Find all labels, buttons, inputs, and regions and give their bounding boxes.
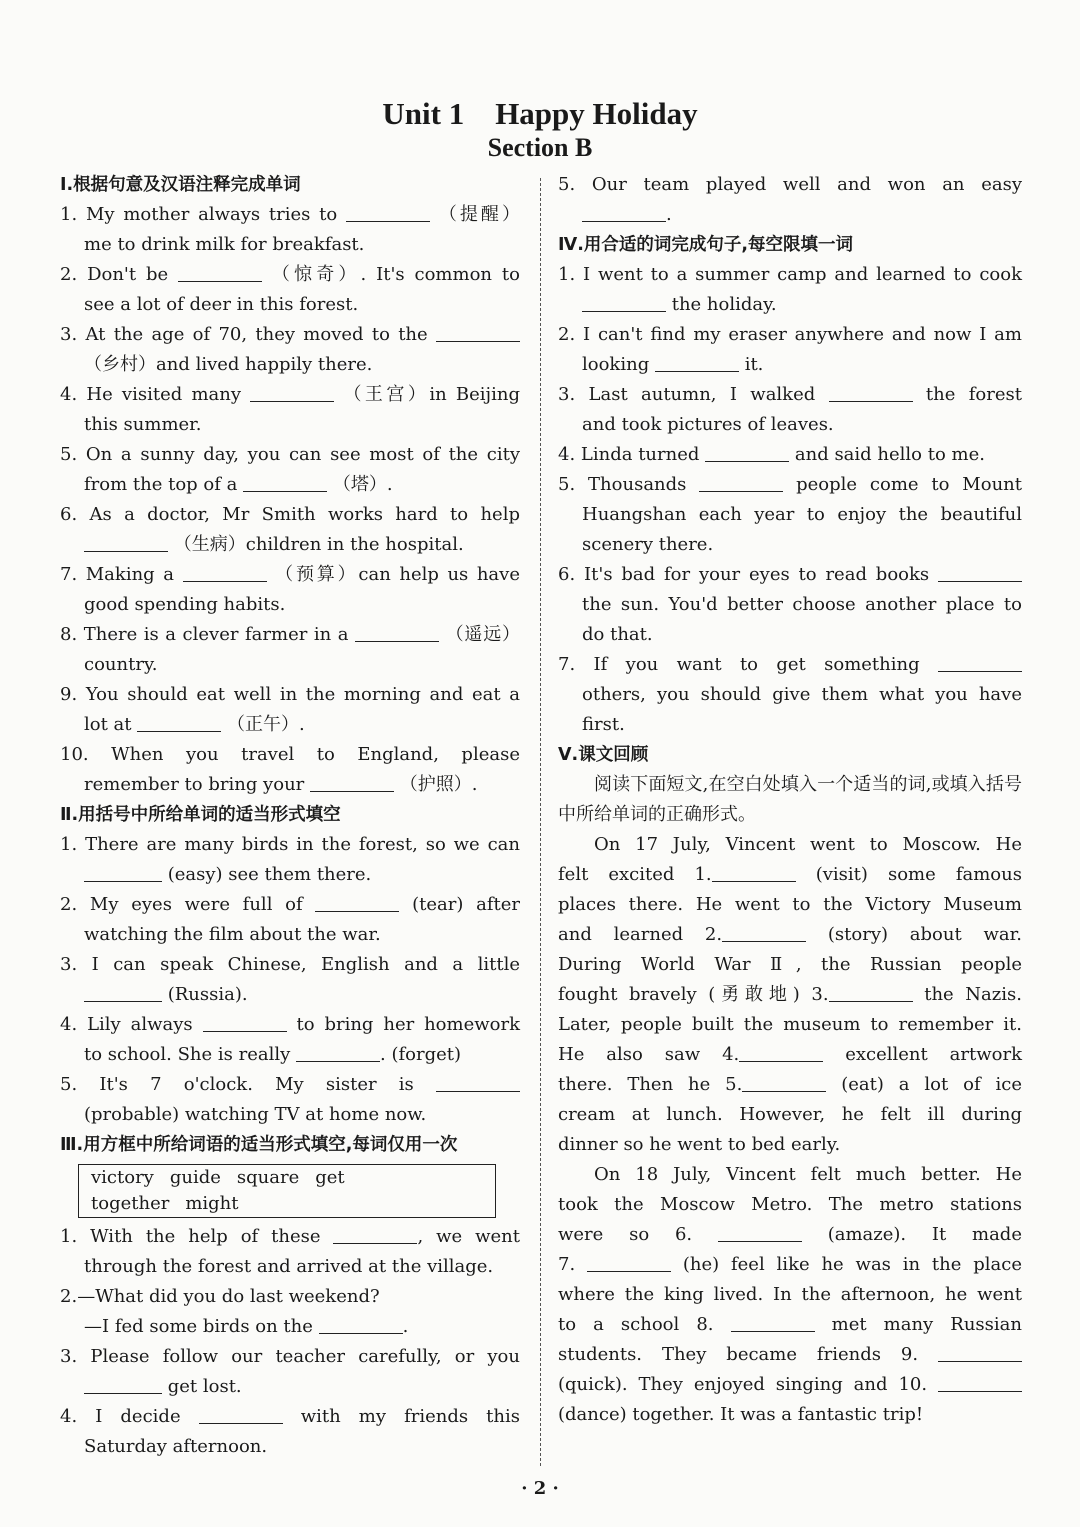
answer-blank[interactable] (655, 353, 739, 372)
answer-blank[interactable] (333, 1225, 417, 1244)
answer-blank[interactable] (436, 323, 520, 342)
exercise-item: 4. Linda turned and said hello to me. (558, 444, 985, 465)
section-1-heading: Ⅰ.根据句意及汉语注释完成单词 (60, 175, 301, 195)
exercise-item: 3. At the age of 70, they moved to the （乡村）and lived happily there. (60, 320, 520, 380)
answer-blank[interactable] (731, 1313, 815, 1332)
answer-blank[interactable] (582, 203, 666, 222)
exercise-item: 1. There are many birds in the forest, so we can (easy) see them there. (60, 834, 520, 885)
exercise-item: 3. Please follow our teacher carefully, or you get lost. (60, 1346, 520, 1397)
answer-blank[interactable] (203, 1013, 287, 1032)
answer-blank[interactable] (137, 713, 221, 732)
answer-blank[interactable] (84, 983, 162, 1002)
answer-blank[interactable] (722, 923, 806, 942)
exercise-item: 4. I decide with my friends this Saturday afternoon. (60, 1406, 520, 1457)
exercise-item: 5. Thousands people come to Mount Huangshan each year to enjoy the beautiful scenery there. (558, 474, 1022, 555)
answer-blank[interactable] (587, 1253, 671, 1272)
word-box-item: get together (91, 1167, 345, 1214)
answer-blank[interactable] (355, 623, 439, 642)
section-4-heading: Ⅳ.用合适的词完成句子,每空限填一词 (558, 235, 854, 255)
exercise-item: 2. I can't find my eraser anywhere and now I am looking it. (558, 324, 1022, 375)
word-box-item: square (236, 1167, 300, 1188)
answer-blank[interactable] (829, 383, 913, 402)
answer-blank[interactable] (742, 1073, 826, 1092)
exercise-item: 4. He visited many （王宫）in Beijing this summer. (60, 384, 520, 435)
answer-blank[interactable] (84, 863, 162, 882)
exercise-item: 1. My mother always tries to （提醒） me to drink milk for breakfast. (60, 204, 520, 255)
page-title: Unit 1 Happy Holiday (382, 96, 698, 131)
column-divider (540, 178, 541, 1466)
exercise-item: 10. When you travel to England, please remember to bring your （护照）. (60, 744, 520, 795)
answer-blank[interactable] (178, 263, 262, 282)
exercise-item: 2.—What did you do last weekend? —I fed some birds on the . (60, 1286, 409, 1337)
exercise-item: 7. If you want to get something others, you should give them what you have first. (558, 654, 1022, 735)
section-5-heading: Ⅴ.课文回顾 (558, 745, 649, 765)
answer-blank[interactable] (84, 533, 168, 552)
answer-blank[interactable] (319, 1315, 403, 1334)
answer-blank[interactable] (739, 1043, 823, 1062)
instruction-text: 阅读下面短文,在空白处填入一个适当的词,或填入括号中所给单词的正确形式。 (558, 774, 1022, 825)
section-subtitle: Section B (487, 133, 593, 162)
answer-blank[interactable] (582, 293, 666, 312)
answer-blank[interactable] (705, 443, 789, 462)
answer-blank[interactable] (938, 1373, 1022, 1392)
passage-paragraph-2: On 18 July, Vincent felt much better. He took the Moscow Metro. The metro stations were so 6. (amaze). It made 7. (he) feel like he was in the place where the king lived. In the afternoon, he went to a school 8. met many Russian students. They became friends 9. (quick). They enjoyed singing and 10. (dance) together. It was a fantastic trip! (558, 1164, 1022, 1425)
word-box-item: guide (169, 1167, 221, 1188)
exercise-item: 2. Don't be （惊奇）. It's common to see a lot of deer in this forest. (60, 264, 520, 315)
exercise-item: 3. I can speak Chinese, English and a little (Russia). (60, 954, 520, 1005)
exercise-item: 5. It's 7 o'clock. My sister is (probable) watching TV at home now. (60, 1070, 520, 1130)
answer-blank[interactable] (718, 1223, 802, 1242)
answer-blank[interactable] (938, 653, 1022, 672)
page-number: · 2 · (521, 1478, 559, 1499)
exercise-item: 8. There is a clever farmer in a （遥远） country. (60, 624, 521, 675)
exercise-item: 3. Last autumn, I walked the forest and took pictures of leaves. (558, 384, 1022, 435)
answer-blank[interactable] (243, 473, 327, 492)
section-3-heading: Ⅲ.用方框中所给词语的适当形式填空,每词仅用一次 (60, 1135, 458, 1155)
exercise-item: 4. Lily always to bring her homework to school. She is really . (forget) (60, 1014, 520, 1065)
exercise-item: 9. You should eat well in the morning and eat a lot at （正午）. (60, 684, 520, 735)
exercise-item: 5. Our team played well and won an easy . (558, 174, 1022, 225)
answer-blank[interactable] (310, 773, 394, 792)
answer-blank[interactable] (183, 563, 267, 582)
answer-blank[interactable] (199, 1405, 283, 1424)
exercise-item: 2. My eyes were full of (tear) after watching the film about the war. (60, 894, 520, 945)
passage-paragraph-1: On 17 July, Vincent went to Moscow. He felt excited 1. (visit) some famous places there. He went to the Victory Museum and learned 2. (story) about war. During World War Ⅱ, the Russian people fought bravely (勇敢地) 3. the Nazis. Later, people built the museum to remember it. He also saw 4. excellent artwork there. Then he 5. (eat) a lot of ice cream at lunch. However, he felt ill during dinner so he went to bed early. (558, 834, 1022, 1155)
answer-blank[interactable] (346, 203, 430, 222)
word-box-item: victory (91, 1167, 154, 1188)
exercise-item: 6. As a doctor, Mr Smith works hard to help （生病）children in the hospital. (60, 504, 520, 555)
answer-blank[interactable] (712, 863, 796, 882)
exercise-item: 7. Making a （预算）can help us have good spending habits. (60, 564, 520, 615)
exercise-item: 1. With the help of these , we went through the forest and arrived at the village. (60, 1226, 520, 1277)
word-box-item: might (185, 1193, 239, 1214)
answer-blank[interactable] (938, 1343, 1022, 1362)
answer-blank[interactable] (84, 1375, 162, 1394)
answer-blank[interactable] (829, 983, 913, 1002)
answer-blank[interactable] (315, 893, 399, 912)
word-box (78, 1164, 496, 1218)
right-column (558, 170, 1022, 1430)
answer-blank[interactable] (296, 1043, 380, 1062)
exercise-item: 6. It's bad for your eyes to read books the sun. You'd better choose another place to do that. (558, 564, 1022, 645)
left-column (60, 170, 520, 1462)
answer-blank[interactable] (699, 473, 783, 492)
exercise-item: 5. On a sunny day, you can see most of the city from the top of a （塔）. (60, 444, 520, 495)
answer-blank[interactable] (938, 563, 1022, 582)
section-2-heading: Ⅱ.用括号中所给单词的适当形式填空 (60, 805, 341, 825)
answer-blank[interactable] (250, 383, 334, 402)
exercise-item: 1. I went to a summer camp and learned to cook the holiday. (558, 264, 1022, 315)
answer-blank[interactable] (436, 1073, 520, 1092)
